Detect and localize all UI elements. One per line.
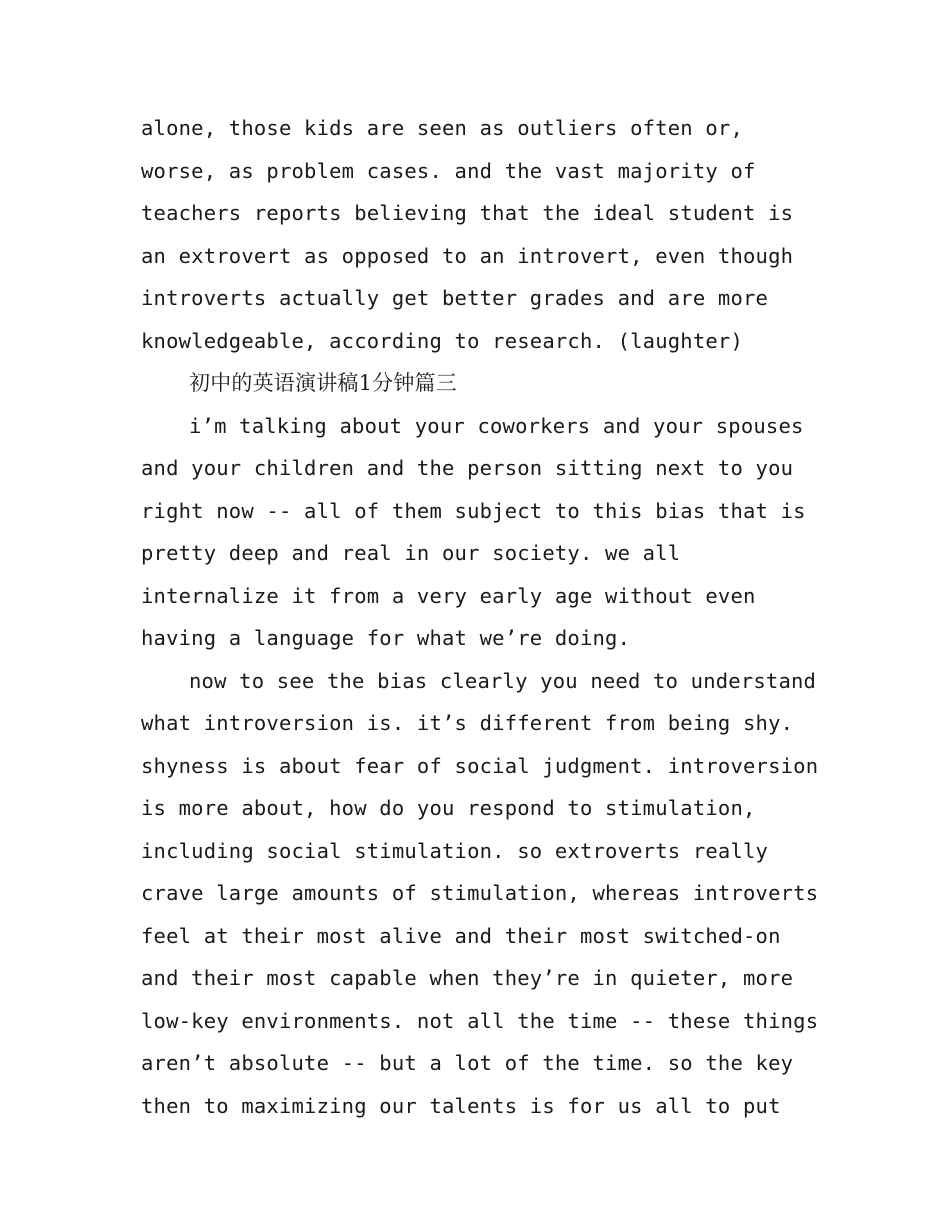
text-line: alone, those kids are seen as outliers often or, — [141, 116, 744, 140]
text-line: internalize it from a very early age without even — [141, 583, 756, 608]
text-line: and your children and the person sitting next to you — [141, 456, 794, 480]
text-line: shyness is about fear of social judgment. introversion — [141, 753, 819, 778]
document-body — [141, 107, 831, 1127]
text-line: worse, as problem cases. and the vast majority of — [141, 158, 756, 183]
text-line: knowledgeable, according to research. (laughter) — [141, 328, 744, 353]
text-line: is more about, how do you respond to stimulation, — [141, 796, 756, 820]
text-line: what introversion is. it’s different from being shy. — [141, 711, 794, 735]
text-line: introverts actually get better grades and are more — [141, 286, 769, 310]
text-line: low-key environments. not all the time -- these things — [141, 1008, 819, 1033]
text-line: teachers reports believing that the ideal student is — [141, 201, 794, 225]
text-line: an extrovert as opposed to an introvert, even though — [141, 243, 794, 268]
text-line: aren’t absolute -- but a lot of the time. so the key — [141, 1051, 794, 1075]
paragraph-first-line: now to see the bias clearly you need to understand — [189, 668, 817, 693]
text-line: then to maximizing our talents is for us all to put — [141, 1093, 781, 1118]
text-line: having a language for what we’re doing. — [141, 626, 631, 650]
text-line: right now -- all of them subject to this bias that is — [141, 498, 806, 523]
text-line: pretty deep and real in our society. we all — [141, 541, 681, 565]
text-line: feel at their most alive and their most switched-on — [141, 923, 781, 948]
text-line: including social stimulation. so extroverts really — [141, 838, 769, 863]
paragraph-first-line: i’m talking about your coworkers and your spouses — [189, 413, 804, 438]
text-line: crave large amounts of stimulation, whereas introverts — [141, 881, 819, 905]
section-heading: 初中的英语演讲稿1分钟篇三 — [189, 371, 457, 395]
text-line: and their most capable when they’re in quieter, more — [141, 966, 794, 990]
